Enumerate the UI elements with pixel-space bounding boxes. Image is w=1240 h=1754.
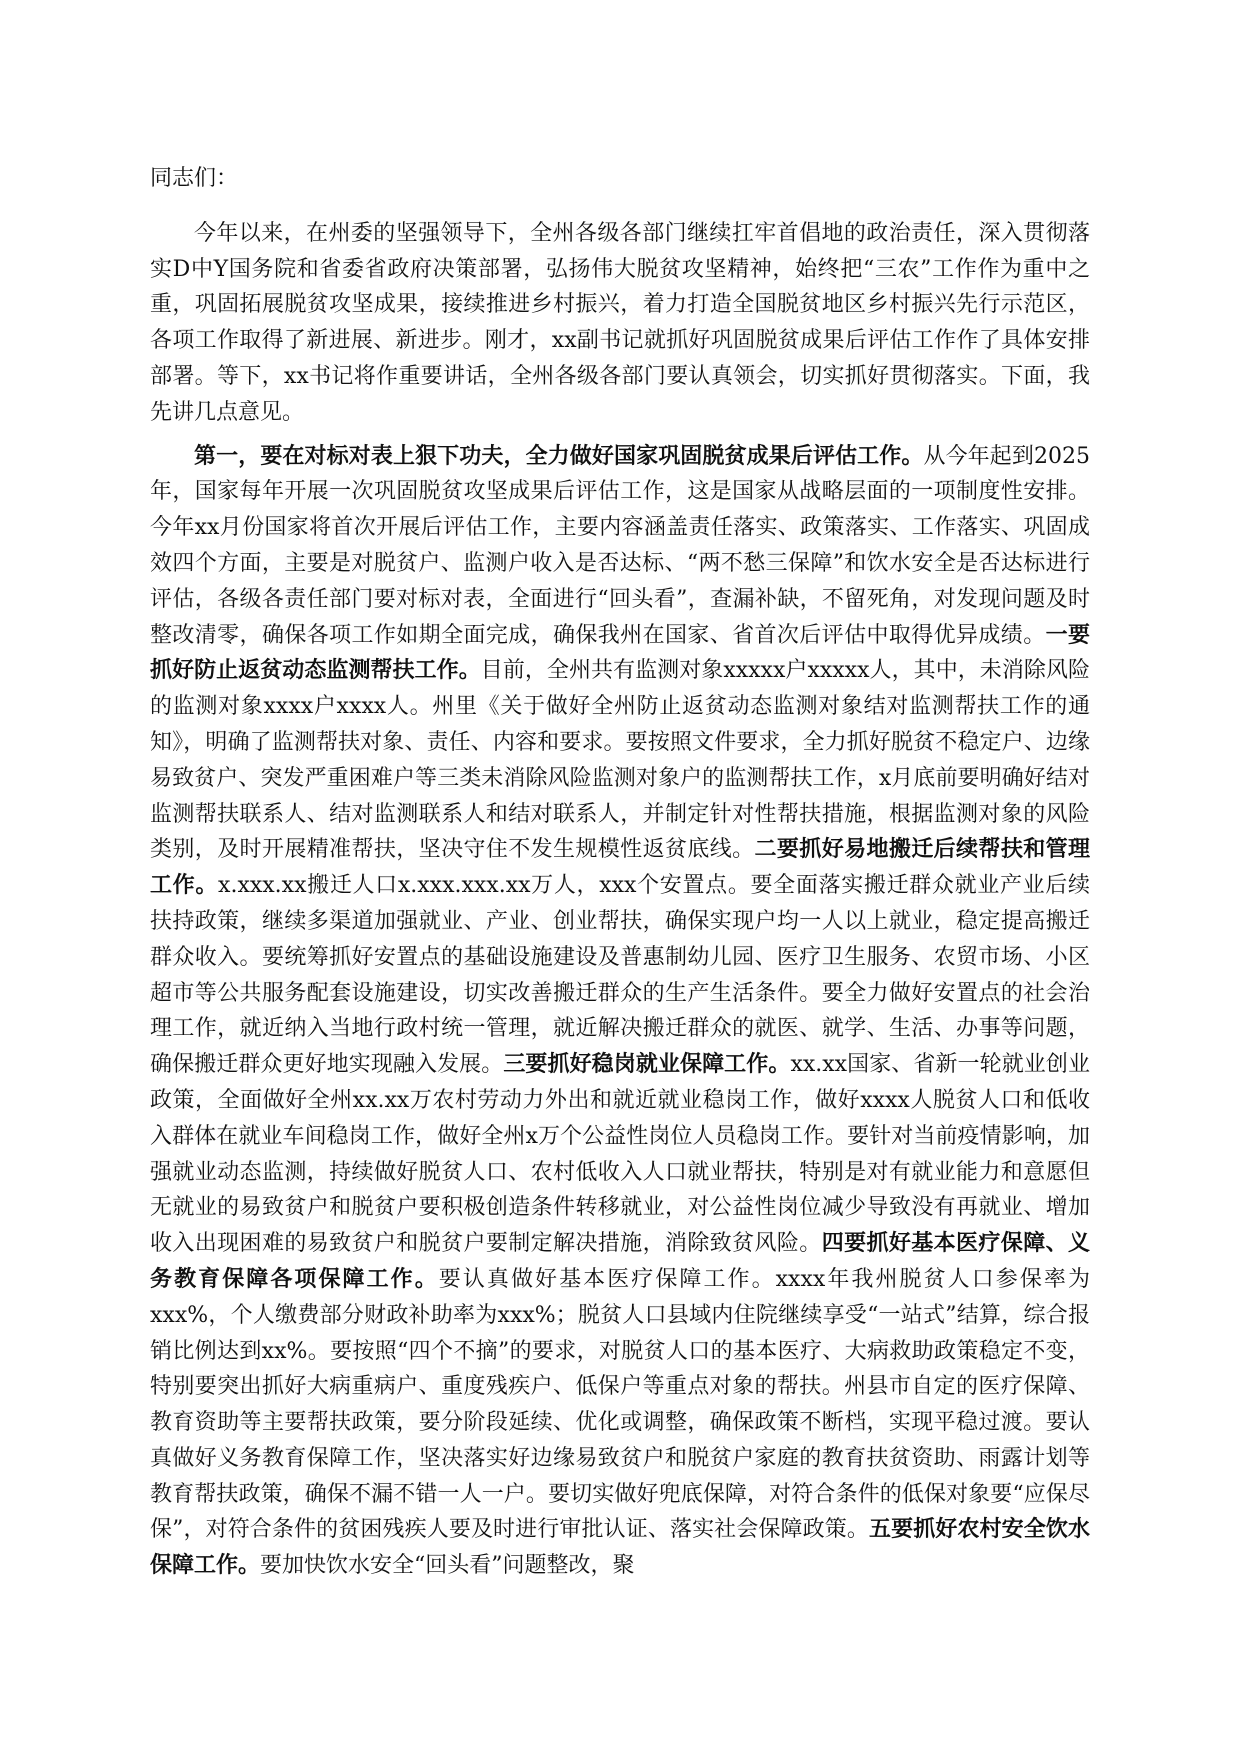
section-1-paragraph [150, 439, 1090, 1585]
sub-5-text: 要加快饮水安全“回头看”问题整改，聚 [260, 1553, 635, 1579]
section-1-text: 从今年起到2025年，国家每年开展一次巩固脱贫攻坚成果后评估工作，这是国家从战略层面的一项制度性安排。今年xx月份国家将首次开展后评估工作，主要内容涵盖责任落实、政策落实、工作落实、巩固成效四个方面，主要是对脱贫户、监测户收入是否达标、“两不愁三保障”和饮水安全是否达标进行评估，各级各责任部门要对标对表，全面进行“回头看”，查漏补缺，不留死角，对发现问题及时整改清零，确保各项工作如期全面完成，确保我州在国家、省首次后评估中取得优异成绩。 [150, 443, 1090, 648]
sub-4-text: 要认真做好基本医疗保障工作。xxxx年我州脱贫人口参保率为xxx%，个人缴费部分财政补助率为xxx%；脱贫人口县域内住院继续享受“一站式”结算，综合报销比例达到xx%。要按照“四个不摘”的要求，对脱贫人口的基本医疗、大病救助政策稳定不变，特别要突出抓好大病重病户、重度残疾户、低保户等重点对象的帮扶。州县市自定的医疗保障、教育资助等主要帮扶政策，要分阶段延续、优化或调整，确保政策不断档，实现平稳过渡。要认真做好义务教育保障工作，坚决落实好边缘易致贫户和脱贫户家庭的教育扶贫资助、雨露计划等教育帮扶政策，确保不漏不错一人一户。要切实做好兜底保障，对符合条件的低保对象要“应保尽保”，对符合条件的贫困残疾人要及时进行审批认证、落实社会保障政策。 [150, 1266, 1090, 1543]
sub-5-heading: 五要抓好农村安全饮水保障工作。 [150, 1516, 1090, 1579]
section-1-heading: 第一，要在对标对表上狠下功夫，全力做好国家巩固脱贫成果后评估工作。 [194, 442, 924, 469]
sub-1-heading: 一要抓好防止返贫动态监测帮扶工作。 [150, 621, 1090, 684]
sub-2-text: x.xxx.xx搬迁人口x.xxx.xxx.xx万人，xxx个安置点。要全面落实搬迁群众就业产业后续扶持政策，继续多渠道加强就业、产业、创业帮扶，确保实现户均一人以上就业，稳定提高搬迁群众收入。要统筹抓好安置点的基础设施建设及普惠制幼儿园、医疗卫生服务、农贸市场、小区超市等公共服务配套设施建设，切实改善搬迁群众的生产生活条件。要全力做好安置点的社会治理工作，就近纳入当地行政村统一管理，就近解决搬迁群众的就医、就学、生活、办事等问题，确保搬迁群众更好地实现融入发展。 [150, 873, 1090, 1078]
sub-3-heading: 三要抓好稳岗就业保障工作。 [503, 1051, 791, 1078]
intro-paragraph: 今年以来，在州委的坚强领导下，全州各级各部门继续扛牢首倡地的政治责任，深入贯彻落实D中Y国务院和省委省政府决策部署，弘扬伟大脱贫攻坚精神，始终把“三农”工作作为重中之重，巩固拓展脱贫攻坚成果，接续推进乡村振兴，着力打造全国脱贫地区乡村振兴先行示范区，各项工作取得了新进展、新进步。刚才，xx副书记就抓好巩固脱贫成果后评估工作作了具体安排部署。等下，xx书记将作重要讲话，全州各级各部门要认真领会，切实抓好贯彻落实。下面，我先讲几点意见。 [150, 220, 1090, 425]
sub-4-heading: 四要抓好基本医疗保障、义务教育保障各项保障工作。 [150, 1230, 1090, 1292]
sub-2-heading: 二要抓好易地搬迁后续帮扶和管理工作。 [150, 836, 1090, 899]
sub-1-text: 目前，全州共有监测对象xxxxx户xxxxx人，其中，未消除风险的监测对象xxxx户xxxx人。州里《关于做好全州防止返贫动态监测对象结对监测帮扶工作的通知》，明确了监测帮扶对象、责任、内容和要求。要按照文件要求，全力抓好脱贫不稳定户、边缘易致贫户、突发严重困难户等三类未消除风险监测对象户的监测帮扶工作，x月底前要明确好结对监测帮扶联系人、结对监测联系人和结对联系人，并制定针对性帮扶措施，根据监测对象的风险类别，及时开展精准帮扶，坚决守住不发生规模性返贫底线。 [150, 658, 1090, 863]
salutation: 同志们： [150, 166, 239, 191]
sub-3-text: xx.xx国家、省新一轮就业创业政策，全面做好全州xx.xx万农村劳动力外出和就近就业稳岗工作，做好xxxx人脱贫人口和低收入群体在就业车间稳岗工作，做好全州x万个公益性岗位人员稳岗工作。要针对当前疫情影响，加强就业动态监测，持续做好脱贫人口、农村低收入人口就业帮扶，特别是对有就业能力和意愿但无就业的易致贫户和脱贫户要积极创造条件转移就业，对公益性岗位减少导致没有再就业、增加收入出现困难的易致贫户和脱贫户要制定解决措施，消除致贫风险。 [150, 1052, 1090, 1257]
document-page [150, 140, 1090, 1592]
